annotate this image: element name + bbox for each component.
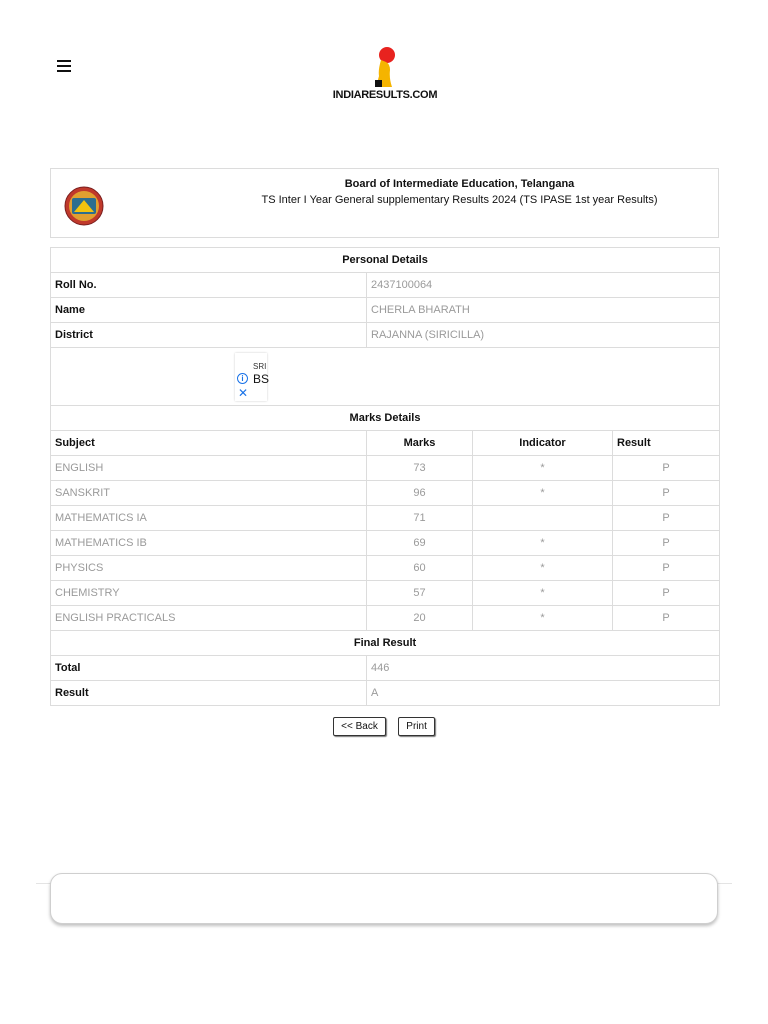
- subject-cell: ENGLISH PRACTICALS: [51, 606, 367, 631]
- table-row: [51, 506, 720, 531]
- result-cell: P: [613, 481, 720, 506]
- result-value: A: [367, 681, 720, 706]
- subject-column-header: Subject: [51, 431, 367, 456]
- subject-cell: ENGLISH: [51, 456, 367, 481]
- indicator-cell: *: [473, 606, 613, 631]
- result-cell: P: [613, 556, 720, 581]
- result-cell: P: [613, 531, 720, 556]
- table-row: [51, 273, 720, 298]
- marks-cell: 20: [367, 606, 473, 631]
- marks-cell: 69: [367, 531, 473, 556]
- indicator-cell: *: [473, 481, 613, 506]
- back-button[interactable]: << Back: [333, 717, 386, 736]
- results-table: [50, 247, 720, 706]
- subject-cell: PHYSICS: [51, 556, 367, 581]
- district-label: District: [51, 323, 367, 348]
- ad-main-text: BS: [253, 371, 270, 386]
- marks-cell: 71: [367, 506, 473, 531]
- result-label: Result: [51, 681, 367, 706]
- table-row: [51, 531, 720, 556]
- indicator-cell: *: [473, 556, 613, 581]
- result-cell: P: [613, 581, 720, 606]
- marks-cell: 73: [367, 456, 473, 481]
- total-value: 446: [367, 656, 720, 681]
- table-row: [51, 681, 720, 706]
- subject-cell: SANSKRIT: [51, 481, 367, 506]
- marks-cell: 60: [367, 556, 473, 581]
- district-value: RAJANNA (SIRICILLA): [367, 323, 720, 348]
- logo-mark-icon: [370, 44, 400, 88]
- indicator-cell: *: [473, 531, 613, 556]
- site-logo[interactable]: [332, 44, 438, 104]
- marks-column-headers: [51, 431, 720, 456]
- marks-column-header: Marks: [367, 431, 473, 456]
- indicator-cell: [473, 506, 613, 531]
- table-row: [51, 556, 720, 581]
- name-value: CHERLA BHARATH: [367, 298, 720, 323]
- board-header: [50, 168, 719, 238]
- marks-cell: 57: [367, 581, 473, 606]
- result-cell: P: [613, 606, 720, 631]
- table-row: [51, 456, 720, 481]
- ad-banner[interactable]: [235, 353, 270, 401]
- marks-cell: 96: [367, 481, 473, 506]
- table-row: [51, 656, 720, 681]
- roll-no-label: Roll No.: [51, 273, 367, 298]
- result-subtitle: TS Inter I Year General supplementary Results 2024 (TS IPASE 1st year Results): [261, 194, 658, 206]
- hamburger-menu-icon[interactable]: [57, 60, 71, 74]
- subject-cell: CHEMISTRY: [51, 581, 367, 606]
- final-result-header: Final Result: [51, 631, 720, 656]
- personal-details-header: Personal Details: [51, 248, 720, 273]
- table-row: [51, 606, 720, 631]
- total-label: Total: [51, 656, 367, 681]
- indicator-column-header: Indicator: [473, 431, 613, 456]
- subject-cell: MATHEMATICS IB: [51, 531, 367, 556]
- name-label: Name: [51, 298, 367, 323]
- indicator-cell: *: [473, 581, 613, 606]
- board-title: Board of Intermediate Education, Telangana: [344, 178, 575, 190]
- footer-ad-slot: [50, 873, 718, 924]
- subject-cell: MATHEMATICS IA: [51, 506, 367, 531]
- close-icon[interactable]: ✕: [238, 385, 249, 400]
- result-cell: P: [613, 506, 720, 531]
- print-button[interactable]: Print: [398, 717, 435, 736]
- section-header-row: [51, 248, 720, 273]
- indicator-cell: *: [473, 456, 613, 481]
- action-buttons: [0, 716, 768, 736]
- roll-no-value: 2437100064: [367, 273, 720, 298]
- table-row: [51, 581, 720, 606]
- board-emblem-icon: [64, 186, 104, 226]
- ad-row: [51, 348, 720, 406]
- logo-text: INDIARESULTS.COM: [332, 89, 438, 101]
- table-row: [51, 481, 720, 506]
- table-row: [51, 298, 720, 323]
- marks-details-header: Marks Details: [51, 406, 720, 431]
- result-cell: P: [613, 456, 720, 481]
- table-row: [51, 323, 720, 348]
- info-icon[interactable]: i: [237, 373, 248, 384]
- result-column-header: Result: [613, 431, 720, 456]
- ad-top-text: SRI: [253, 361, 267, 371]
